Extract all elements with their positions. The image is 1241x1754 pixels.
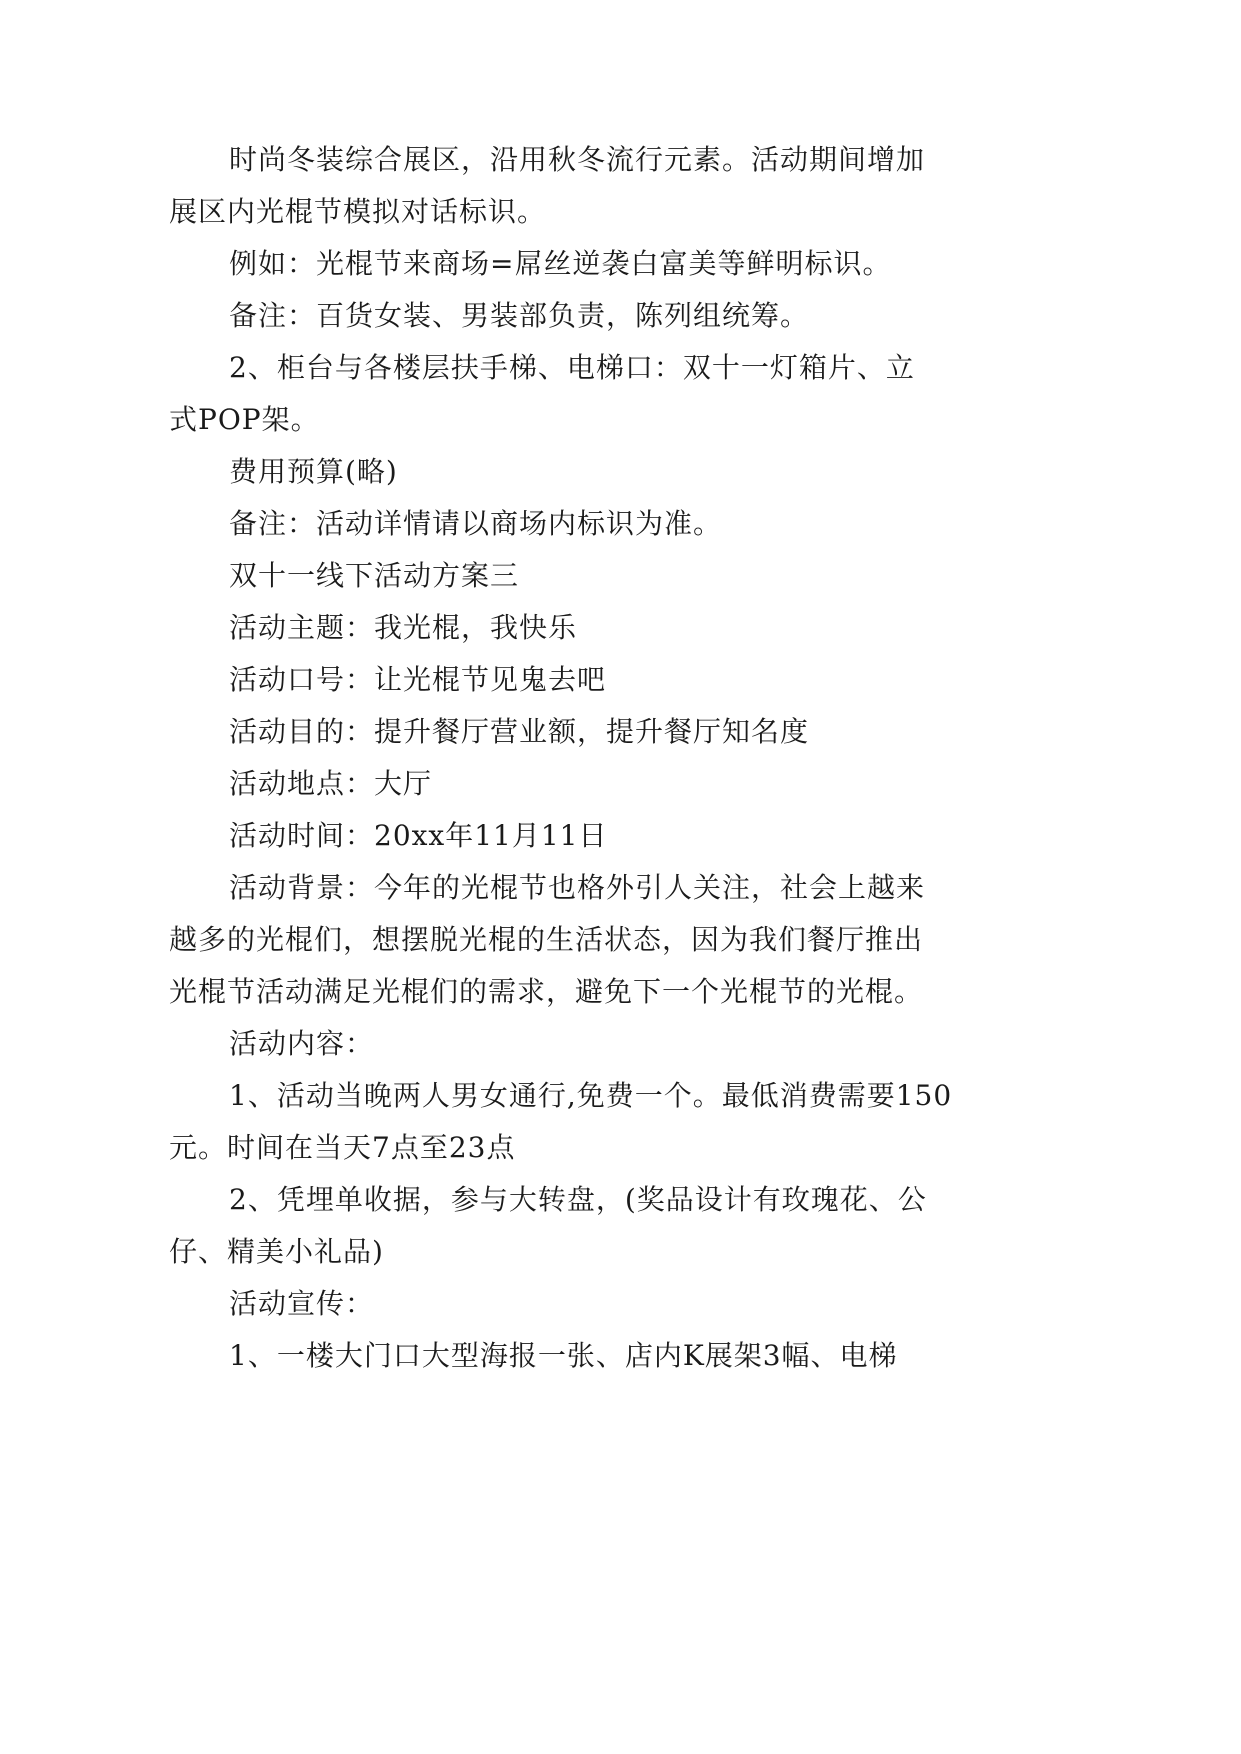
paragraph-line: 活动内容：: [229, 1027, 375, 1060]
paragraph-line: 光棍节活动满足光棍们的需求，避免下一个光棍节的光棍。: [169, 975, 924, 1008]
paragraph-line: 元。时间在当天7点至23点: [169, 1131, 516, 1164]
paragraph-line: 仔、精美小礼品): [169, 1235, 384, 1268]
paragraph-line: 式POP架。: [169, 403, 320, 436]
paragraph-line: 活动地点：大厅: [229, 767, 433, 800]
paragraph-line: 2、凭埋单收据，参与大转盘，(奖品设计有玫瑰花、公: [229, 1183, 927, 1216]
paragraph-line: 1、活动当晚两人男女通行,免费一个。最低消费需要150: [229, 1079, 953, 1112]
paragraph-line: 活动宣传：: [229, 1287, 375, 1320]
paragraph-line: 活动主题：我光棍，我快乐: [229, 611, 578, 644]
paragraph-line: 活动口号：让光棍节见鬼去吧: [229, 663, 607, 696]
section-heading: 双十一线下活动方案三: [229, 559, 520, 592]
paragraph-line: 活动背景：今年的光棍节也格外引人关注，社会上越来: [229, 871, 926, 904]
paragraph-line: 备注：活动详情请以商场内标识为准。: [229, 507, 723, 540]
paragraph-line: 备注：百货女装、男装部负责，陈列组统筹。: [229, 299, 810, 332]
paragraph-line: 例如：光棍节来商场=屌丝逆袭白富美等鲜明标识。: [229, 247, 892, 280]
paragraph-line: 费用预算(略): [229, 455, 398, 488]
paragraph-line: 展区内光棍节模拟对话标识。: [169, 195, 547, 228]
paragraph-line: 越多的光棍们，想摆脱光棍的生活状态，因为我们餐厅推出: [169, 923, 924, 956]
paragraph-line: 时尚冬装综合展区，沿用秋冬流行元素。活动期间增加: [229, 143, 926, 176]
paragraph-line: 1、一楼大门口大型海报一张、店内K展架3幅、电梯: [229, 1339, 898, 1372]
paragraph-line: 活动目的：提升餐厅营业额，提升餐厅知名度: [229, 715, 810, 748]
paragraph-line: 2、柜台与各楼层扶手梯、电梯口：双十一灯箱片、立: [229, 351, 915, 384]
paragraph-line: 活动时间：20xx年11月11日: [229, 819, 608, 852]
